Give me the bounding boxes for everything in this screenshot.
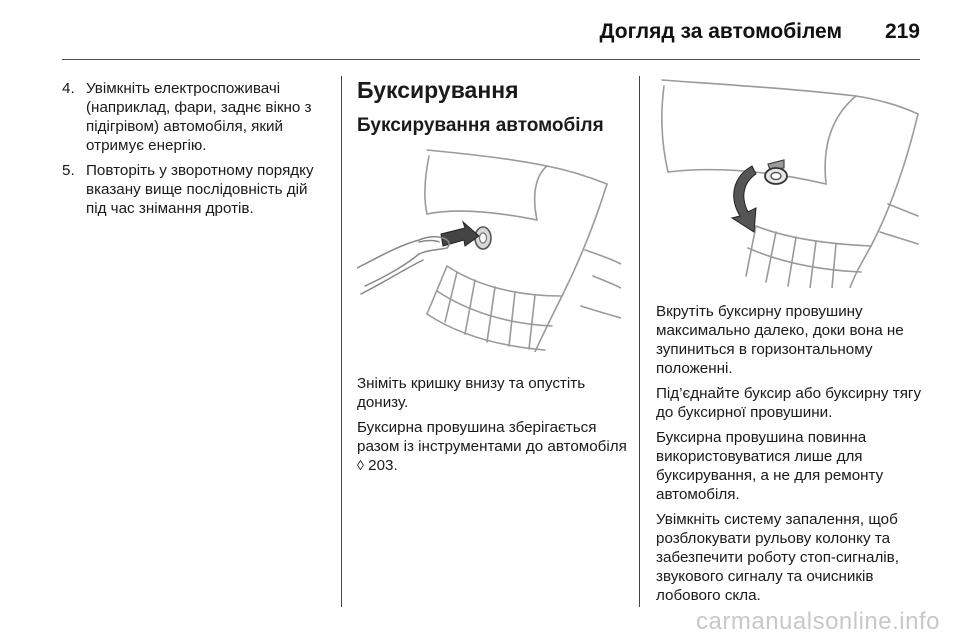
tow-eye-drawing	[656, 76, 920, 288]
step-number: 4.	[62, 80, 75, 97]
cross-reference-icon[interactable]: ◊	[357, 457, 364, 473]
page-header	[0, 0, 960, 60]
step-4	[62, 79, 330, 155]
middle-column-text	[357, 374, 629, 481]
page-number: 219	[884, 20, 920, 43]
cross-reference-page[interactable]: 203.	[368, 457, 398, 474]
column-divider-2	[639, 76, 640, 607]
instruction-paragraph	[357, 418, 629, 475]
instruction-paragraph: Буксирна провушина повинна використовуватися лише для буксирування, а не для ремонту автомобіля.	[656, 429, 884, 503]
instruction-paragraph: Зніміть кришку внизу та опустіть донизу.	[357, 375, 586, 411]
section-title: Догляд за автомобілем	[599, 20, 842, 43]
step-text: Повторіть у зворотному порядку вказану вище послідовність дій під час знімання дротів.	[86, 162, 314, 217]
section-heading: Буксирування	[357, 77, 519, 103]
subsection-heading: Буксирування автомобіля	[357, 115, 604, 136]
storage-text: Буксирна провушина зберігається разом із інструментами до автомобіля	[357, 419, 627, 455]
tow-cover-illustration	[357, 146, 621, 352]
step-number: 5.	[62, 162, 75, 179]
header-rule	[62, 59, 920, 60]
middle-column	[357, 76, 629, 138]
instruction-paragraph: Увімкніть систему запалення, щоб розблокувати рульову колонку та забезпечити роботу стоп-сигналів, звукового сигналу та очисників лобового скла.	[656, 511, 899, 604]
instruction-paragraph: Вкрутіть буксирну провушину максимально далеко, доки вона не зупиниться в горизонтальному положенні.	[656, 303, 904, 377]
watermark: carmanualsonline.info	[696, 608, 940, 635]
tow-cover-drawing	[357, 146, 621, 352]
column-divider-1	[341, 76, 342, 607]
right-column-text	[656, 302, 926, 611]
step-5	[62, 161, 330, 218]
left-column	[62, 79, 330, 224]
instruction-paragraph: Під’єднайте буксир або буксирну тягу до буксирної провушини.	[656, 385, 922, 421]
step-text: Увімкніть електроспоживачі (наприклад, фари, заднє вікно з підігрівом) автомобіля, який отримує енергію.	[86, 80, 312, 154]
tow-eye-illustration	[656, 76, 920, 288]
